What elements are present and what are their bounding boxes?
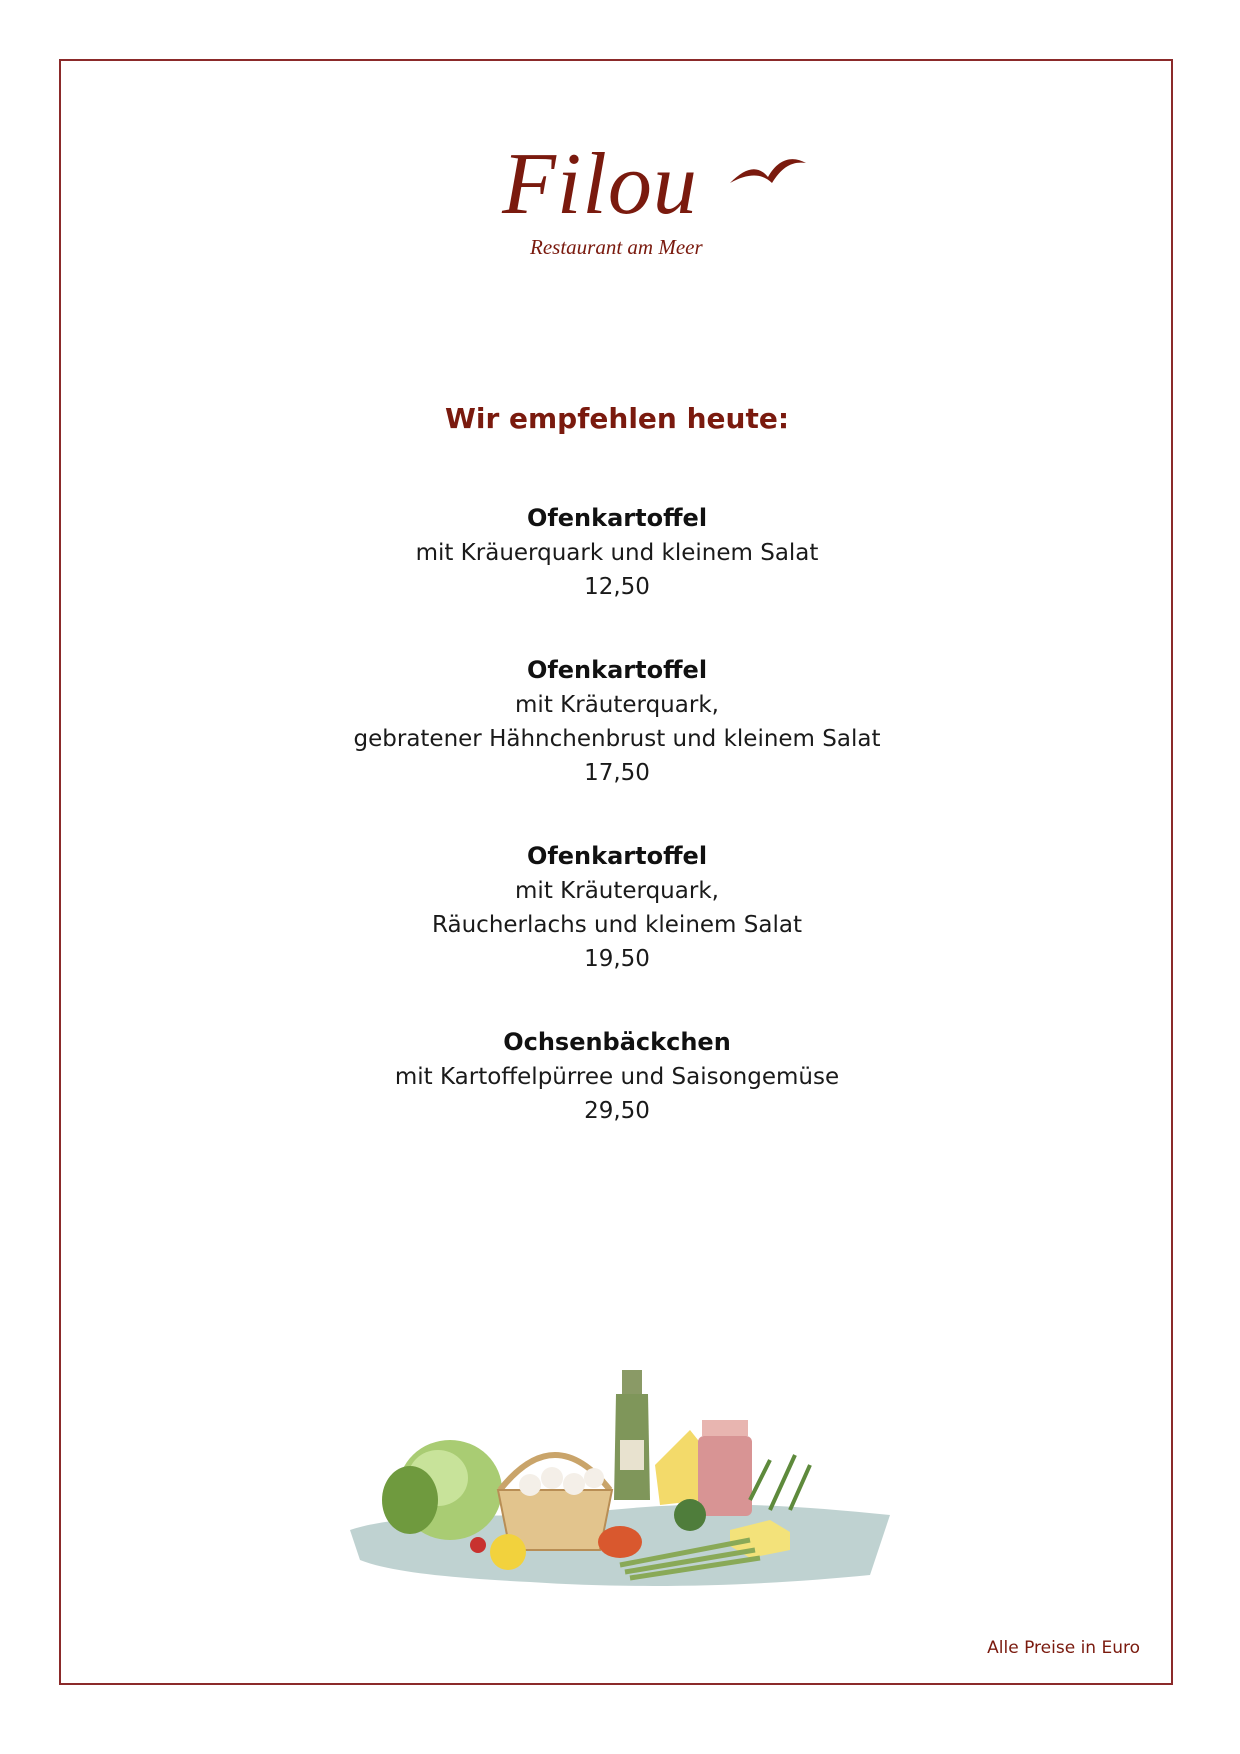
page-title: Wir empfehlen heute:	[444, 402, 790, 435]
oil-bottle-icon	[614, 1370, 650, 1500]
dish-description: mit Kräuterquark,	[515, 878, 719, 904]
dish-description: mit Kartoffelpürree und Saisongemüse	[394, 1064, 840, 1090]
menu-item	[60, 500, 1174, 604]
dish-description: mit Kräuterquark,	[515, 692, 719, 718]
dish-price: 17,50	[584, 760, 650, 786]
jar-icon	[698, 1420, 752, 1516]
herbs-icon	[750, 1455, 810, 1510]
dish-description: Räucherlachs und kleinem Salat	[432, 912, 802, 938]
restaurant-logo	[470, 135, 820, 265]
food-still-life-illustration	[350, 1360, 890, 1610]
price-note: Alle Preise in Euro	[987, 1638, 1140, 1658]
logo-wordmark: Filou	[502, 136, 698, 233]
dish-price: 29,50	[584, 1098, 650, 1124]
logo-tagline: Restaurant am Meer	[530, 235, 703, 259]
menu-item	[60, 838, 1174, 976]
menu-list	[60, 500, 1174, 1176]
strawberry-icon	[470, 1537, 486, 1553]
menu-item	[60, 652, 1174, 790]
dish-name: Ofenkartoffel	[526, 504, 708, 532]
seagull-icon	[728, 153, 808, 193]
dish-name: Ochsenbäckchen	[503, 1028, 731, 1056]
dish-name: Ofenkartoffel	[526, 842, 708, 870]
broccoli-icon	[674, 1499, 706, 1531]
lettuce-icon	[382, 1440, 502, 1540]
tomato-icon	[598, 1526, 642, 1558]
menu-item	[60, 1024, 1174, 1128]
dish-price: 12,50	[584, 574, 650, 600]
dish-name: Ofenkartoffel	[526, 656, 708, 684]
dish-price: 19,50	[584, 946, 650, 972]
dish-description: gebratener Hähnchenbrust und kleinem Salat	[353, 726, 881, 752]
lemon-icon	[490, 1534, 526, 1570]
dish-description: mit Kräuerquark und kleinem Salat	[415, 540, 819, 566]
